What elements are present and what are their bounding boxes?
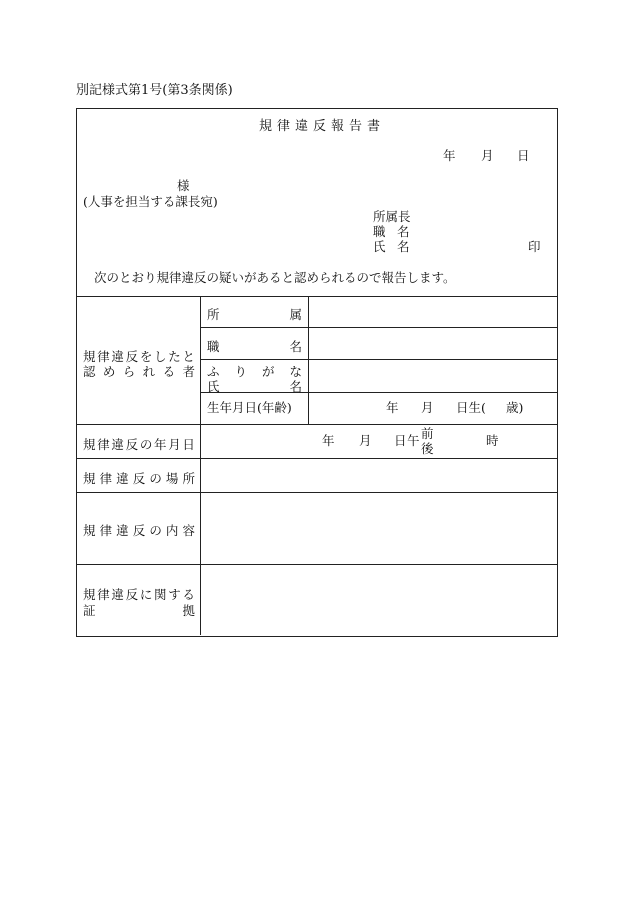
person-section-label-2: 認 め ら れ る 者: [83, 364, 195, 379]
evidence-label-1: 規 律 違 反 に 関 す る: [83, 587, 195, 602]
addressee-sama: 様: [177, 178, 190, 193]
addressee-recipient: (人事を担当する課長宛): [83, 194, 218, 209]
intro-text: 次のとおり規律違反の疑いがあると認められるので報告します。: [94, 270, 456, 285]
affiliation-label: 所 属: [207, 307, 302, 322]
name-label: 氏 名: [207, 379, 302, 394]
violation-hour: 時: [486, 433, 499, 448]
evidence-label-2: 証 拠: [83, 603, 195, 618]
post-label: 職 名: [207, 339, 302, 354]
violation-gozen: 午: [407, 433, 420, 448]
violation-date-label: 規 律 違 反 の 年 月 日: [83, 437, 195, 452]
reporter-post-label-2: 名: [397, 224, 410, 239]
person-section-label-1: 規 律 違 反 を し た と: [83, 349, 195, 364]
report-date-day: 日: [517, 148, 530, 163]
form-title: 規律違反報告書: [259, 119, 386, 134]
report-date-year: 年: [443, 148, 456, 163]
birthdate-label: 生年月日(年齢): [207, 400, 292, 415]
form-reference: 別記様式第1号(第3条関係): [76, 83, 233, 98]
report-date-month: 月: [481, 148, 494, 163]
birth-month: 月: [421, 400, 434, 415]
violation-day: 日: [394, 433, 407, 448]
violation-place-label: 規 律 違 反 の 場 所: [83, 471, 195, 486]
birth-day: 日生(: [456, 400, 486, 415]
violation-month: 月: [359, 433, 372, 448]
violation-year: 年: [322, 433, 335, 448]
pm-label: 後: [421, 441, 434, 456]
reporter-name-label-1: 氏: [373, 239, 386, 254]
reporter-name-label-2: 名: [397, 239, 410, 254]
reporter-post-label-1: 職: [373, 224, 386, 239]
birth-age: 歳): [506, 400, 524, 415]
am-label: 前: [421, 426, 434, 441]
dept-head-label: 所属長: [373, 209, 411, 224]
birth-year: 年: [386, 400, 399, 415]
violation-content-label: 規 律 違 反 の 内 容: [83, 523, 195, 538]
furigana-label: ふ り が な: [207, 364, 302, 379]
seal-mark: 印: [528, 239, 541, 254]
